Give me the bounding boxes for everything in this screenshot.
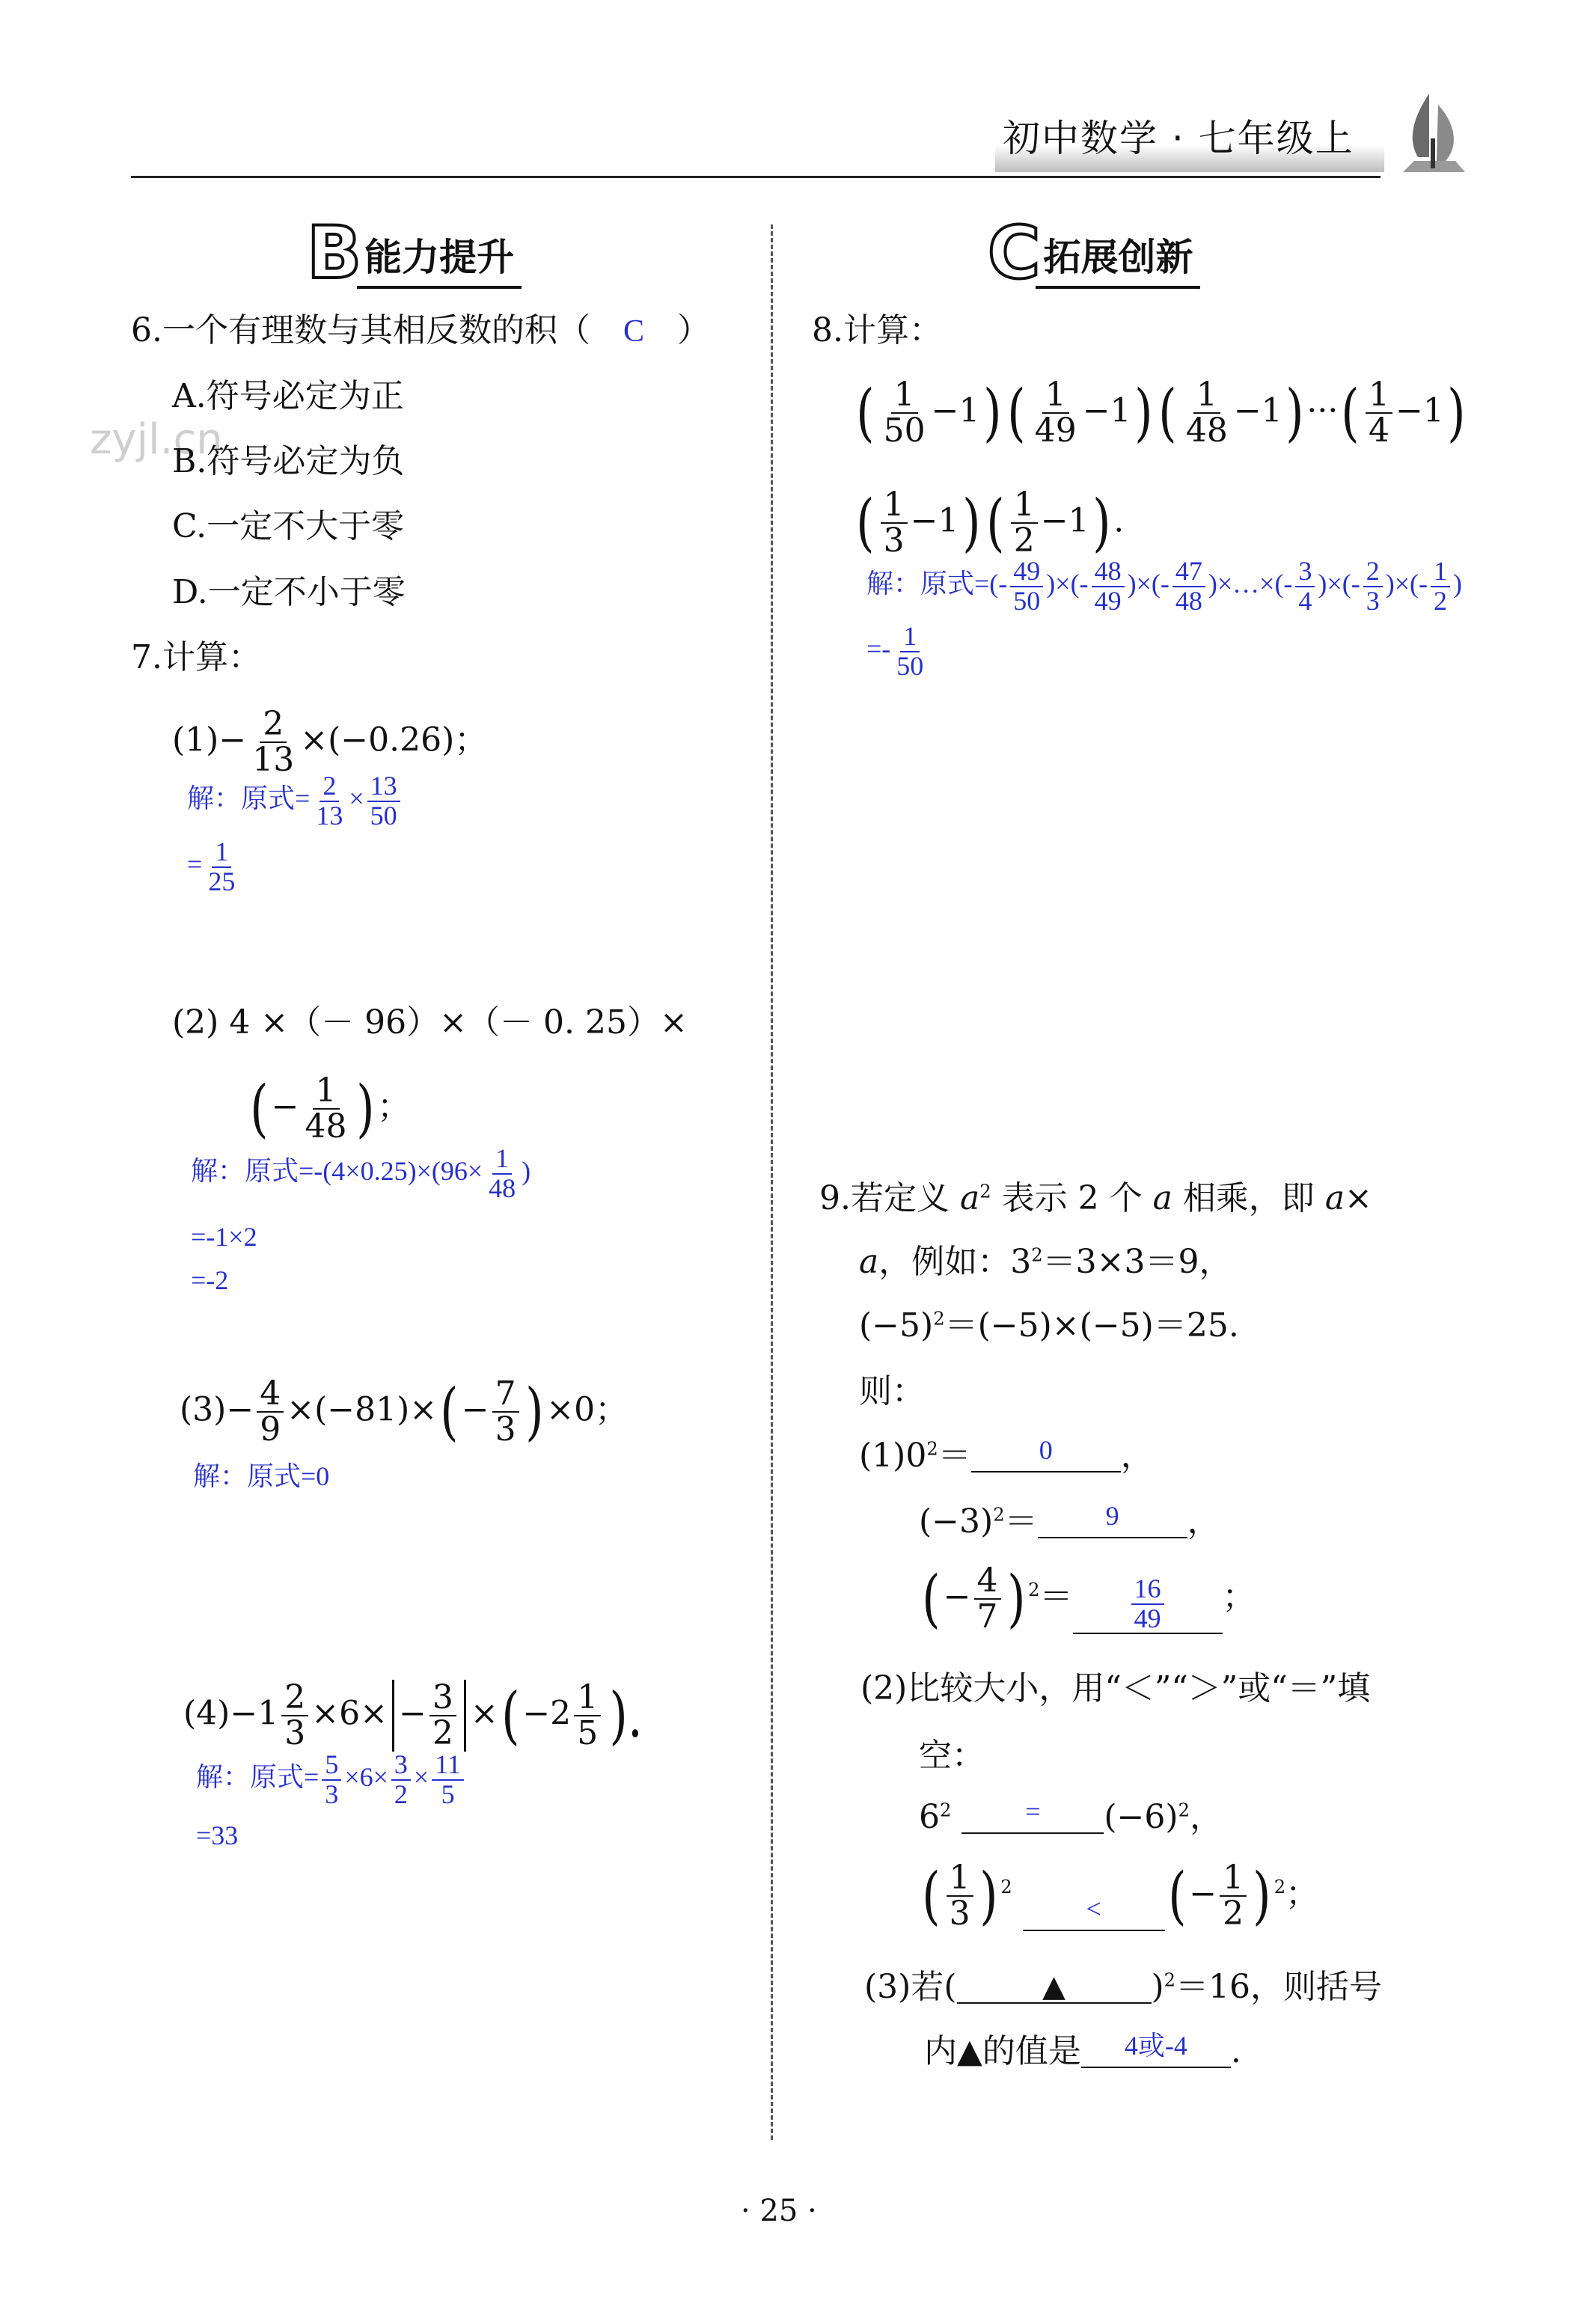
- q9-answer-5: <: [1086, 1894, 1101, 1924]
- q7-part1-result: = $\frac{1}{25}$: [187, 837, 236, 896]
- q6-option-c: C.一定不大于零: [172, 507, 405, 545]
- q9-line2: a，例如：$3^2=3\times 3=9$，: [859, 1243, 1232, 1281]
- q9-answer-1: 0: [1039, 1435, 1053, 1465]
- q9-answer-2: 9: [1105, 1501, 1119, 1531]
- q8-expression-line1: ( $\frac{1}{50}$ −1)( $\frac{1}{49}$ −1)( $\frac{1}{48}$ −1)···( $\frac{1}{4}$ −1): [856, 376, 1466, 450]
- q8-solution-fraction: $\frac{3}{4}$: [1295, 557, 1315, 616]
- tree-logo-icon: [1399, 86, 1467, 176]
- q7-part1-solution: 解：原式= $\frac{2}{13}$ × $\frac{13}{50}$: [187, 772, 403, 831]
- watermark: zyjl.cn: [90, 415, 223, 464]
- q7-part1: (1)− $\frac{2}{13}$ ×(−0.26)；: [172, 705, 488, 780]
- q8-solution-operator: ): [1452, 569, 1462, 599]
- q8-solution-fraction: $\frac{2}{3}$: [1363, 557, 1383, 616]
- q8-stem: 8.计算：: [812, 311, 942, 349]
- header-rule: [131, 176, 1381, 178]
- section-b-title: 能力提升: [357, 227, 522, 289]
- q8-solution-fraction: $\frac{48}{49}$: [1092, 557, 1125, 616]
- q8-solution-operator: )×(-: [1127, 569, 1170, 599]
- q7-part2-line2: (− $\frac{1}{48}$ )；: [250, 1071, 411, 1146]
- section-b-heading: [307, 211, 522, 295]
- q9-part1b: $(-3)^2= 9$ ，: [919, 1501, 1220, 1541]
- q7-part2-step3: =-2: [191, 1265, 229, 1295]
- q9-line3: $(-5)^2=(-5)\times(-5)=25$.: [859, 1306, 1239, 1345]
- q7-stem: 7.计算：: [131, 638, 261, 676]
- q7-part2-step2: =-1×2: [191, 1222, 257, 1252]
- section-c-title: 拓展创新: [1036, 227, 1200, 289]
- q9-part2b: ( $\frac{1}{3}$ ) $^2$ < (− $\frac{1}{2}$ ) $^2$；: [922, 1859, 1319, 1933]
- triangle-icon: ▲: [1042, 1969, 1065, 2004]
- question-6: [131, 311, 710, 349]
- q9-answer-4: =: [1025, 1796, 1041, 1826]
- q9-line1: 9.若定义 $a^2$ 表示 2 个 a 相乘，即 a×: [819, 1179, 1372, 1217]
- q8-solution-operator: )×(-: [1046, 569, 1089, 599]
- q7-part3-solution: 解：原式=0: [193, 1461, 330, 1491]
- q9-part2-line2: 空：: [919, 1737, 985, 1775]
- section-b-letter: B: [307, 211, 362, 295]
- q9-part1a: $(1)0^2= 0$ ，: [859, 1435, 1154, 1475]
- q9-part2-line1: (2)比较大小，用“＜”“＞”或“＝”填: [860, 1669, 1371, 1707]
- q8-expression-line2: ( $\frac{1}{3}$ −1)( $\frac{1}{2}$ −1).: [856, 486, 1125, 560]
- q9-part2a: $6^2 = (-6)^2$，: [919, 1796, 1223, 1836]
- q8-solution-operator: )×(-: [1385, 569, 1428, 599]
- q8-solution: 解：原式=(- $\frac{49}{50}$ )×(- $\frac{48}{49}$ )×(- $\frac{47}{48}$ )×…×(- $\frac{3}{4}$ )×(- $\frac{2}{3}$ )×(- $\frac{1}{2}$ ): [866, 556, 1462, 616]
- q7-part4-result: =33: [196, 1820, 239, 1850]
- q8-solution-fraction: $\frac{47}{48}$: [1172, 557, 1205, 616]
- q8-solution-fraction: $\frac{49}{50}$: [1010, 557, 1043, 616]
- q6-close: ）: [677, 311, 710, 349]
- section-c-heading: [988, 211, 1200, 295]
- q7-part4-solution: 解：原式= $\frac{5}{3}$ ×6× $\frac{3}{2}$ × $\frac{11}{5}$: [196, 1751, 467, 1809]
- q8-solution-fraction: $\frac{1}{2}$: [1431, 557, 1450, 616]
- q9-answer-3: $\frac{16}{49}$: [1131, 1575, 1164, 1633]
- fraction: $\frac{2}{13}$: [252, 705, 295, 780]
- q8-result: =- $\frac{1}{50}$: [866, 621, 924, 681]
- q8-solution-operator: )×…×(-: [1208, 569, 1293, 599]
- q7-part2-line1: (2) 4 ×（－ 96）×（－ 0. 25）×: [172, 1003, 688, 1042]
- q9-part3: (3)若( ▲ )$^2$＝16，则括号: [864, 1968, 1383, 2006]
- q7-part4: (4)−1 $\frac{2}{3}$ ×6× − $\frac{3}{2}$ ×(−2 $\frac{1}{5}$ ).: [183, 1678, 643, 1752]
- q6-answer: C: [623, 314, 644, 349]
- q6-stem: 6.一个有理数与其相反数的积（: [131, 311, 590, 349]
- q9-part3b: 内▲的值是 4或-4 .: [924, 2031, 1241, 2070]
- q6-option-d: D.一定不小于零: [172, 573, 406, 611]
- q7-part2-solution: 解：原式=-(4×0.25)×(96× $\frac{1}{48}$ ): [191, 1143, 531, 1203]
- q6-option-b: B.符号必定为负: [172, 442, 405, 480]
- section-c-letter: C: [988, 211, 1041, 295]
- q9-answer-6: 4或-4: [1124, 2031, 1187, 2061]
- q8-solution-operator: )×(-: [1318, 569, 1360, 599]
- page-number: · 25 ·: [741, 2194, 817, 2228]
- q7-part3: (3)− $\frac{4}{9}$ ×(−81)×(− $\frac{7}{3}$ )×0；: [180, 1374, 629, 1449]
- q9-then: 则：: [859, 1372, 925, 1410]
- header-title-text: 初中数学 · 七年级上: [1003, 117, 1354, 160]
- q6-option-a: A.符号必定为正: [172, 377, 404, 415]
- column-divider: [771, 224, 773, 2140]
- q9-part1c: (− $\frac{4}{7}$ ) $^2$＝ $\frac{16}{49}$ ；: [922, 1562, 1256, 1636]
